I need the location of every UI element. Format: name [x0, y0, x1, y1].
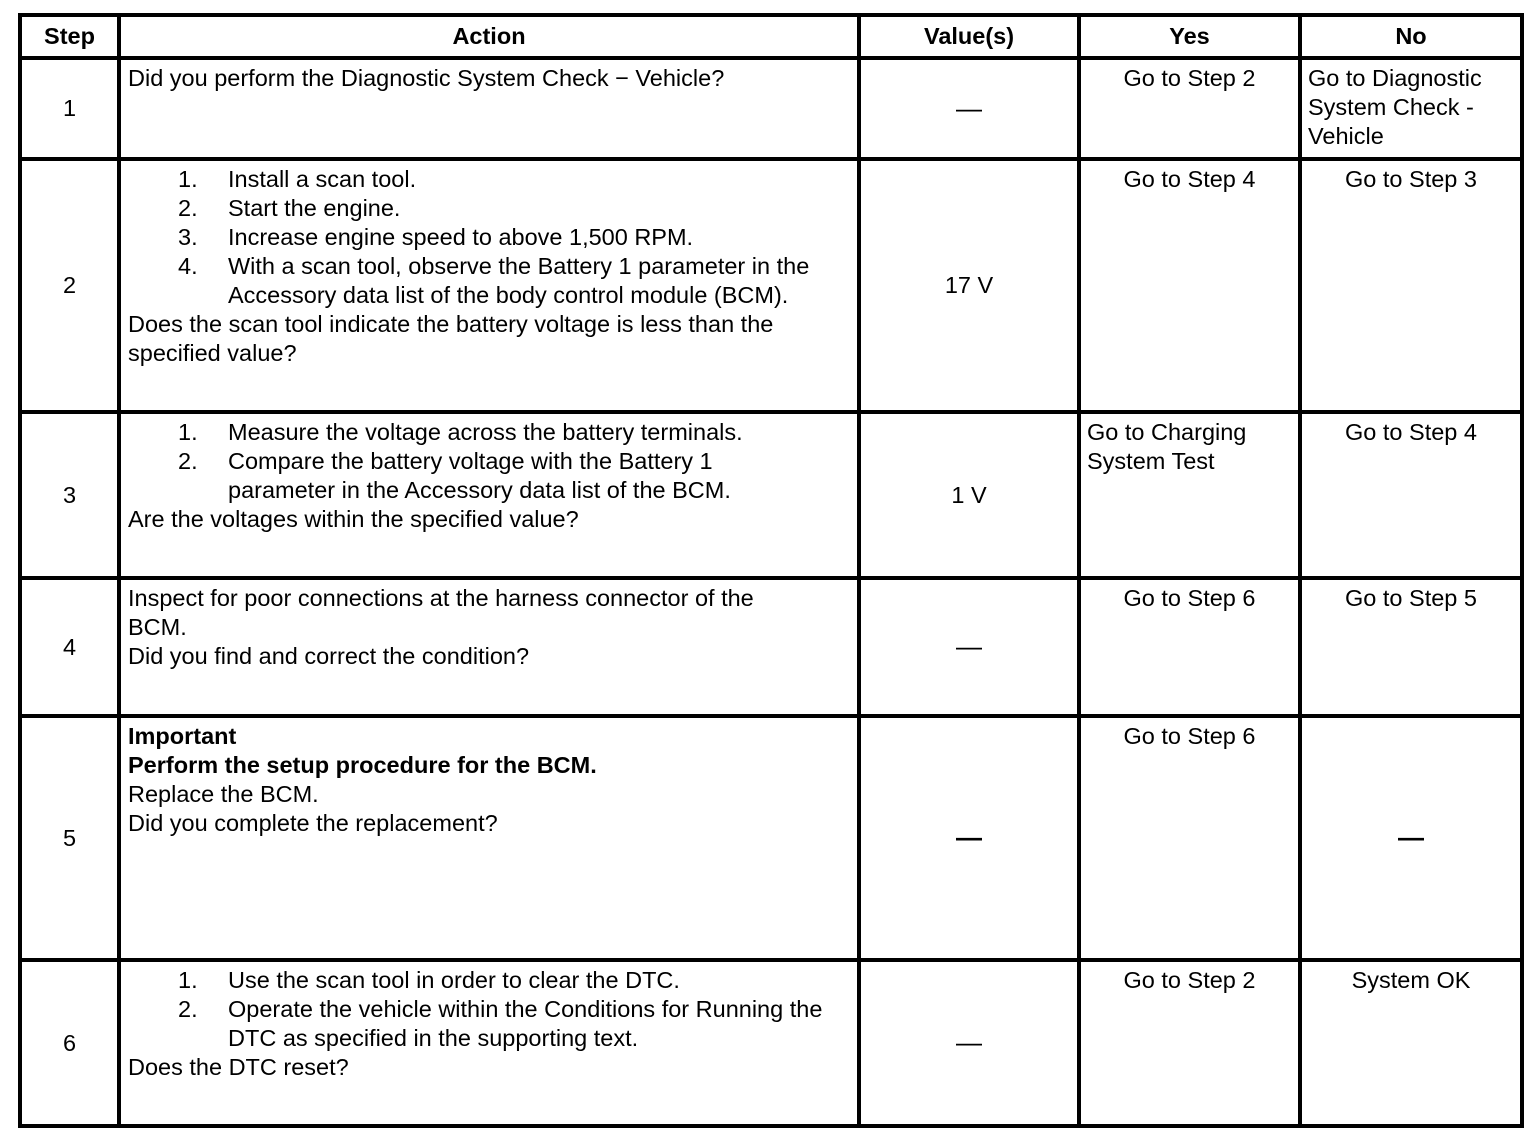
- no-link[interactable]: Go to Step 5: [1345, 585, 1477, 611]
- table-row: [20, 159, 1522, 412]
- step-number: 6: [20, 960, 119, 1126]
- procedure-list: [128, 418, 849, 505]
- no-link[interactable]: Go to Step 4: [1345, 419, 1477, 445]
- action-instruction: Replace the BCM.: [128, 781, 319, 807]
- value-cell: [859, 960, 1079, 1126]
- yes-cell: [1079, 58, 1300, 159]
- list-item: 2. Compare the battery voltage with the Battery 1 parameter in the Accessory data list of the BCM.: [178, 448, 731, 503]
- step-number: 2: [20, 159, 119, 412]
- no-text: —: [1398, 822, 1424, 852]
- header-yes: Yes: [1079, 15, 1300, 58]
- value-text: 1 V: [951, 481, 987, 508]
- diagnostic-table: [18, 13, 1524, 1128]
- table-header-row: [20, 15, 1522, 58]
- action-question: Did you perform the Diagnostic System Check − Vehicle?: [128, 65, 725, 91]
- list-item: 1. Measure the voltage across the battery terminals.: [178, 419, 743, 445]
- yes-link[interactable]: Go to Step 2: [1123, 967, 1256, 993]
- no-cell: [1300, 412, 1522, 578]
- action-cell: [119, 960, 859, 1126]
- yes-cell: [1079, 578, 1300, 716]
- no-cell: [1300, 578, 1522, 716]
- important-label: Important: [128, 723, 237, 749]
- no-link[interactable]: System OK: [1351, 967, 1471, 993]
- procedure-list: [128, 165, 849, 310]
- action-cell: [119, 159, 859, 412]
- step-number: 4: [20, 578, 119, 716]
- no-cell: [1300, 58, 1522, 159]
- yes-cell: [1079, 412, 1300, 578]
- step-number: 5: [20, 716, 119, 960]
- value-text: —: [956, 822, 982, 852]
- table-row: [20, 58, 1522, 159]
- yes-cell: [1079, 159, 1300, 412]
- value-text: 17 V: [944, 272, 994, 298]
- yes-cell: [1079, 960, 1300, 1126]
- action-question: Are the voltages within the specified value?: [128, 506, 579, 532]
- header-values: Value(s): [859, 15, 1079, 58]
- step-number: 1: [20, 58, 119, 159]
- no-link[interactable]: Go to Step 3: [1345, 166, 1477, 192]
- value-cell: [859, 159, 1079, 412]
- action-instruction: Inspect for poor connections at the harness connector of the BCM.: [128, 585, 754, 640]
- header-no: No: [1300, 15, 1522, 58]
- value-cell: [859, 58, 1079, 159]
- yes-link[interactable]: Go to Step 6: [1123, 723, 1256, 749]
- value-cell: [859, 412, 1079, 578]
- action-question: Did you find and correct the condition?: [128, 643, 530, 669]
- table-row: [20, 412, 1522, 578]
- no-cell: [1300, 716, 1522, 960]
- no-link[interactable]: Go to Diagnostic System Check - Vehicle: [1308, 65, 1482, 149]
- important-text: Perform the setup procedure for the BCM.: [128, 752, 597, 778]
- action-cell: [119, 716, 859, 960]
- action-question: Did you complete the replacement?: [128, 810, 498, 836]
- no-cell: [1300, 960, 1522, 1126]
- action-cell: [119, 578, 859, 716]
- action-question: Does the DTC reset?: [128, 1054, 349, 1080]
- yes-cell: [1079, 716, 1300, 960]
- list-item: 4. With a scan tool, observe the Battery 1 parameter in the Accessory data list of the body control module (BCM).: [178, 253, 810, 308]
- table-row: [20, 716, 1522, 960]
- yes-link[interactable]: Go to Charging System Test: [1087, 419, 1247, 474]
- header-action: Action: [119, 15, 859, 58]
- value-text: —: [956, 92, 982, 123]
- header-step: Step: [20, 15, 119, 58]
- action-cell: [119, 412, 859, 578]
- yes-link[interactable]: Go to Step 2: [1123, 65, 1256, 91]
- yes-link[interactable]: Go to Step 4: [1123, 166, 1256, 192]
- value-cell: [859, 578, 1079, 716]
- value-text: —: [956, 1027, 982, 1057]
- action-question: Does the scan tool indicate the battery voltage is less than the specified value?: [128, 311, 774, 366]
- value-text: —: [956, 631, 982, 661]
- list-item: 1. Install a scan tool.: [178, 166, 417, 192]
- table-row: [20, 578, 1522, 716]
- table-row: [20, 960, 1522, 1126]
- list-item: 3. Increase engine speed to above 1,500 RPM.: [178, 224, 694, 250]
- step-number: 3: [20, 412, 119, 578]
- procedure-list: [128, 966, 849, 1053]
- list-item: 2. Operate the vehicle within the Conditions for Running the DTC as specified in the supporting text.: [178, 996, 823, 1051]
- action-cell: [119, 58, 859, 159]
- value-cell: [859, 716, 1079, 960]
- list-item: 1. Use the scan tool in order to clear the DTC.: [178, 967, 680, 993]
- list-item: 2. Start the engine.: [178, 195, 401, 221]
- no-cell: [1300, 159, 1522, 412]
- yes-link[interactable]: Go to Step 6: [1123, 585, 1256, 611]
